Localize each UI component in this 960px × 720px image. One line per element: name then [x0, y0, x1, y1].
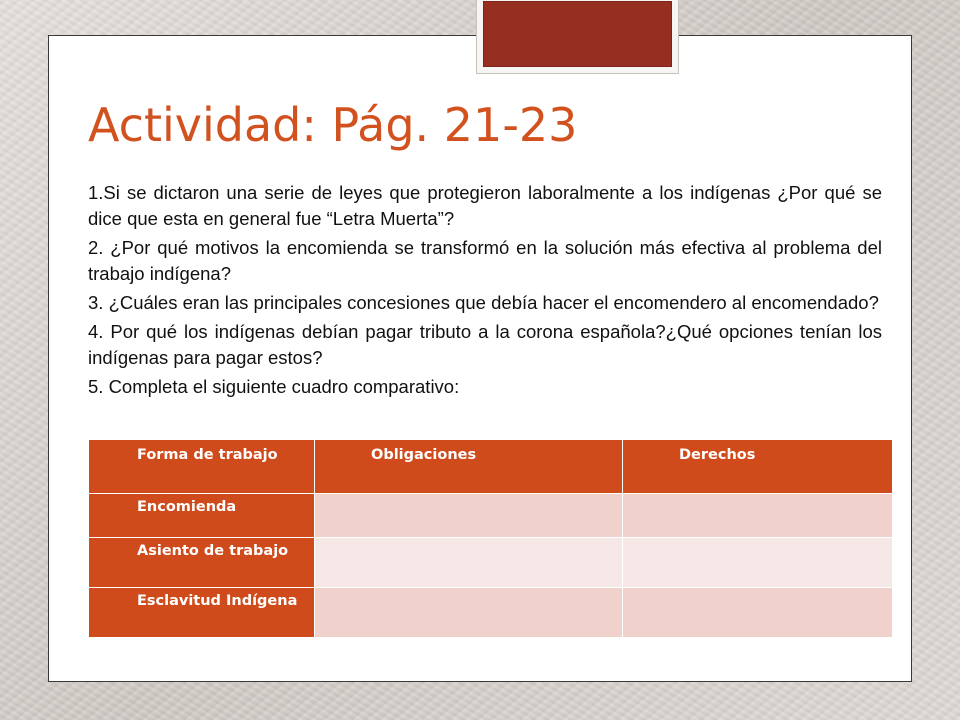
header-derechos: Derechos — [623, 440, 893, 494]
accent-block — [483, 1, 672, 67]
question-2: 2. ¿Por qué motivos la encomienda se transformó en la solución más efectiva al problema del trabajo indígena? — [88, 237, 882, 284]
table-row — [89, 494, 893, 538]
cell-derechos — [623, 538, 893, 588]
question-4: 4. Por qué los indígenas debían pagar tributo a la corona española?¿Qué opciones tenían los indígenas para pagar estos? — [88, 321, 882, 368]
slide-title: Actividad: Pág. 21-23 — [88, 98, 578, 152]
row-label-esclavitud-indigena: Esclavitud Indígena — [89, 588, 315, 638]
question-list — [88, 180, 882, 400]
cell-derechos — [623, 494, 893, 538]
header-obligaciones: Obligaciones — [315, 440, 623, 494]
header-forma-de-trabajo: Forma de trabajo — [89, 440, 315, 494]
question-3: 3. ¿Cuáles eran las principales concesiones que debía hacer el encomendero al encomendado? — [88, 292, 879, 313]
cell-obligaciones — [315, 494, 623, 538]
table-row — [89, 538, 893, 588]
table-row — [89, 588, 893, 638]
cell-derechos — [623, 588, 893, 638]
question-5: 5. Completa el siguiente cuadro comparativo: — [88, 376, 460, 397]
cell-obligaciones — [315, 538, 623, 588]
accent-frame — [476, 0, 679, 74]
cell-obligaciones — [315, 588, 623, 638]
question-1: 1.Si se dictaron una serie de leyes que protegieron laboralmente a los indígenas ¿Por qué se dice que esta en general fue “Letra Muerta”? — [88, 182, 882, 229]
comparison-table — [88, 439, 893, 638]
table-header-row — [89, 440, 893, 494]
row-label-asiento-de-trabajo: Asiento de trabajo — [89, 538, 315, 588]
row-label-encomienda: Encomienda — [89, 494, 315, 538]
